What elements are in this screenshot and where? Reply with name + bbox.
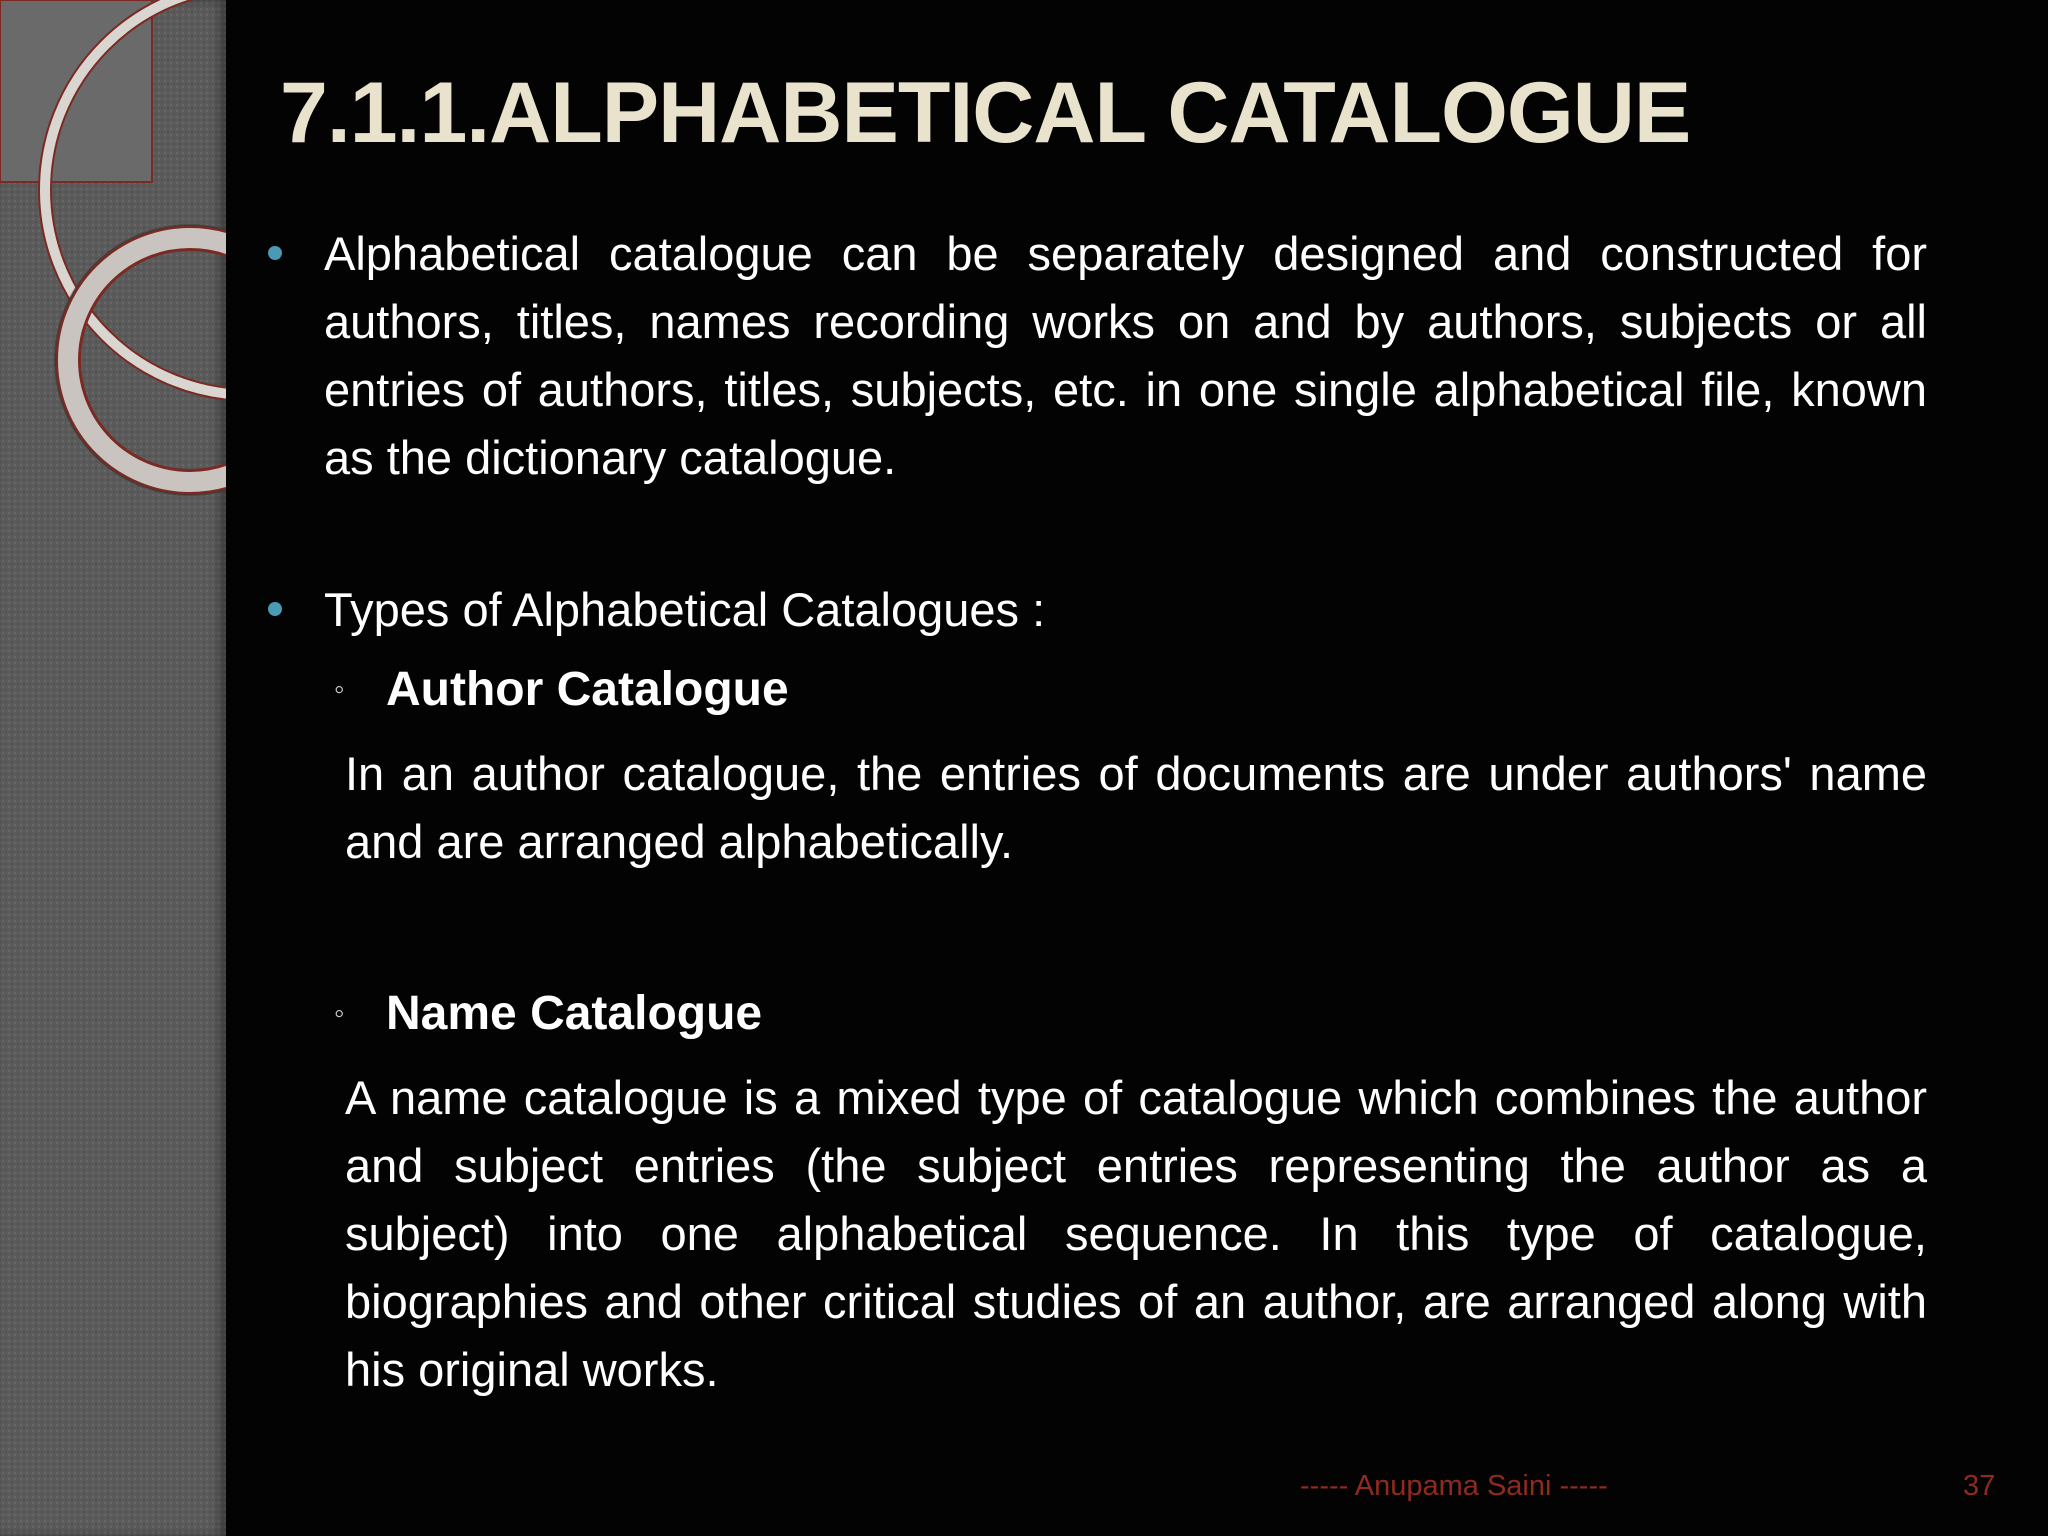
bullet-text: Alphabetical catalogue can be separately designed and constructed for authors, titles, names recording works on and by authors, subjects or all entries of authors, titles, subjects, etc. in one single alphabetical file, known as the dictionary catalogue. xyxy=(324,227,1927,484)
slide-title: 7.1.1.ALPHABETICAL CATALOGUE xyxy=(280,65,1691,161)
circle-bullet-icon: ◦ xyxy=(334,673,345,706)
circle-bullet-icon: ◦ xyxy=(334,997,345,1030)
decorative-rings-graphic xyxy=(0,0,226,520)
sub-item-description: A name catalogue is a mixed type of catalogue which combines the author and subject entries (the subject entries representing the author as a subject) into one alphabetical sequence. In this type of catalogue, biographies and other critical studies of an author, are arranged along with his original works. xyxy=(345,1071,1927,1396)
bullet-item xyxy=(262,220,1927,492)
sub-item-description: In an author catalogue, the entries of documents are under authors' name and are arranged alphabetically. xyxy=(345,747,1927,868)
page-number: 37 xyxy=(1963,1470,1996,1502)
bullet-text: Types of Alphabetical Catalogues : xyxy=(324,583,1046,636)
slide-content xyxy=(262,220,1927,1404)
bullet-dot-icon xyxy=(268,246,282,260)
sub-heading-text: Author Catalogue xyxy=(386,663,789,716)
footer-author: ----- Anupama Saini ----- xyxy=(1300,1470,1608,1502)
bullet-dot-icon xyxy=(268,602,282,616)
sub-item-heading xyxy=(262,980,1927,1048)
sub-item-heading xyxy=(262,656,1927,724)
bullet-item xyxy=(262,576,1927,644)
sub-heading-text: Name Catalogue xyxy=(386,987,763,1040)
